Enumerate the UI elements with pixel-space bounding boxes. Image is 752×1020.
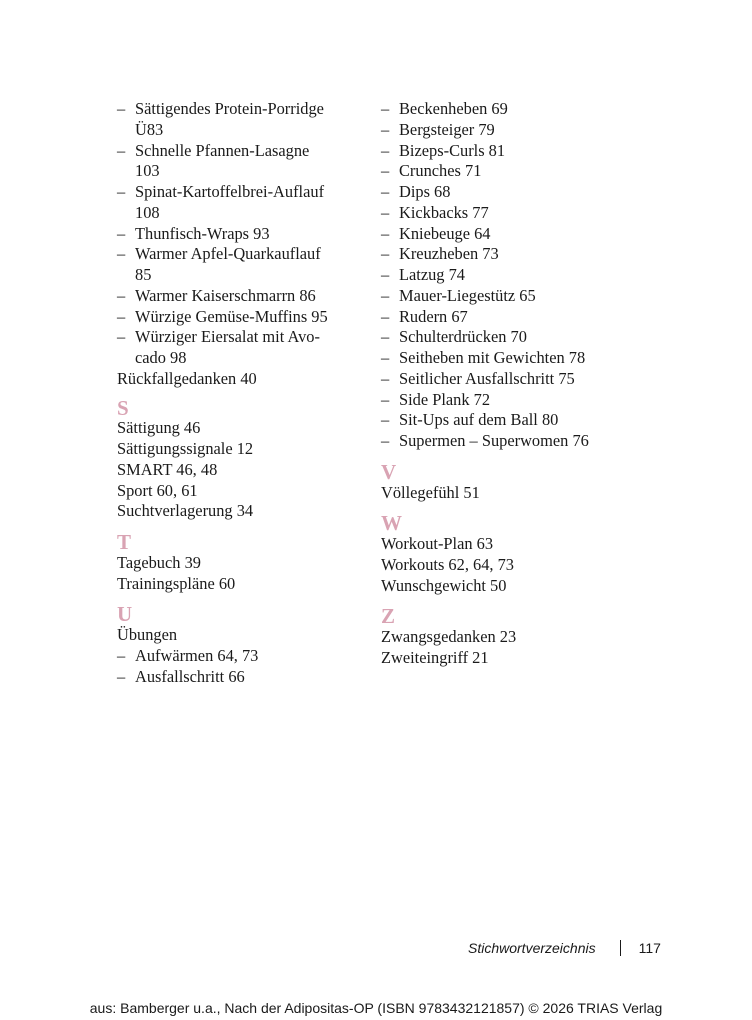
entry-group-r: [117, 99, 357, 390]
index-subentry: [381, 265, 641, 286]
index-entry: Völlegefühl 51: [381, 482, 480, 502]
dash: –: [117, 285, 126, 305]
dash: –: [117, 306, 126, 326]
dash: –: [381, 119, 390, 139]
dash: –: [117, 99, 126, 118]
dash: –: [381, 182, 390, 201]
page-number: 117: [638, 940, 661, 956]
index-entry: Zweiteingriff 21: [381, 647, 489, 667]
dash: –: [381, 431, 390, 450]
section-letter-u: U: [117, 602, 133, 627]
index-continuation: 108: [135, 202, 160, 222]
entry-text: Schnelle Pfannen-Lasagne: [135, 140, 310, 160]
index-subentry: [381, 307, 641, 328]
section-letter-w: W: [381, 511, 402, 536]
index-subentry: [117, 99, 357, 120]
dash: –: [381, 285, 390, 305]
index-subentry: [381, 431, 641, 452]
index-subentry: [381, 286, 641, 307]
index-continuation: 103: [135, 161, 160, 181]
index-subentry: [117, 141, 357, 162]
entry-text: Bergsteiger 79: [399, 119, 495, 139]
index-entry: Sport 60, 61: [117, 480, 198, 500]
index-entry: Trainingspläne 60: [117, 573, 236, 593]
index-entry: Workouts 62, 64, 73: [381, 554, 514, 574]
entry-text: Seitlicher Ausfallschritt 75: [399, 368, 575, 388]
dash: –: [381, 348, 390, 367]
dash: –: [381, 99, 390, 118]
section-letter-v: V: [381, 459, 397, 484]
index-entry: Workout-Plan 63: [381, 534, 494, 553]
dash: –: [381, 306, 390, 326]
entry-text: Spinat-Kartoffelbrei-Auflauf: [135, 182, 325, 201]
dash: –: [381, 389, 390, 409]
section-letter-s: S: [117, 395, 129, 420]
running-footer-title: Stichwortverzeichnis: [468, 940, 596, 956]
page-footer: [468, 940, 661, 956]
index-subentry: [381, 182, 641, 203]
dash: –: [381, 244, 390, 264]
entry-text: Seitheben mit Gewichten 78: [399, 348, 586, 367]
dash: –: [381, 368, 390, 388]
entry-text: Crunches 71: [399, 161, 482, 181]
dash: –: [117, 327, 126, 347]
index-subentry: [381, 348, 641, 369]
entry-text: Sättigendes Protein-Porridge: [135, 99, 324, 118]
entry-text: Side Plank 72: [399, 389, 491, 409]
index-entry: Wunschgewicht 50: [381, 575, 507, 595]
dash: –: [381, 202, 390, 222]
source-credit: aus: Bamberger u.a., Nach der Adipositas-OP (ISBN 9783432121857) © 2026 TRIAS Verlag: [89, 1000, 663, 1016]
index-entry: Sättigungssignale 12: [117, 439, 254, 458]
dash: –: [381, 140, 390, 160]
index-column-right: [381, 99, 641, 669]
index-subentry: [381, 244, 641, 265]
index-entry: Sättigung 46: [117, 418, 201, 438]
dash: –: [117, 645, 126, 665]
entry-text: Aufwärmen 64, 73: [135, 645, 259, 665]
index-continuation: 85: [135, 265, 152, 284]
index-subentry: [381, 203, 641, 224]
index-entry: SMART 46, 48: [117, 459, 218, 479]
dash: –: [117, 666, 126, 686]
index-subentry: [117, 327, 357, 348]
dash: –: [381, 223, 390, 243]
dash: –: [381, 410, 390, 430]
index-subentry: [381, 327, 641, 348]
entry-text: Würzige Gemüse-Muffins 95: [135, 306, 328, 326]
index-subentry: [381, 141, 641, 162]
entry-text: Würziger Eiersalat mit Avo-: [135, 327, 320, 347]
index-subentry: [117, 286, 357, 307]
entry-text: Kreuzheben 73: [399, 244, 499, 264]
index-subentry: [117, 646, 357, 667]
index-subentry: [381, 99, 641, 120]
index-subentry: [117, 224, 357, 245]
entry-text: Ausfallschritt 66: [135, 666, 245, 686]
entry-text: Sit-Ups auf dem Ball 80: [399, 410, 559, 430]
entry-text: Supermen – Superwomen 76: [399, 431, 589, 450]
index-subentry: [117, 182, 357, 203]
index-subentry: [381, 161, 641, 182]
entry-text: Thunfisch-Wraps 93: [135, 223, 270, 243]
index-subentry: [117, 307, 357, 328]
dash: –: [117, 182, 126, 201]
entry-text: Bizeps-Curls 81: [399, 140, 506, 160]
index-subentry: [381, 410, 641, 431]
dash: –: [117, 140, 126, 160]
entry-text: Schulterdrücken 70: [399, 327, 527, 347]
dash: –: [381, 161, 390, 181]
section-letter-z: Z: [381, 604, 396, 629]
index-subentry: [381, 369, 641, 390]
entry-text: Warmer Kaiserschmarrn 86: [135, 285, 316, 305]
index-entry: Zwangsgedanken 23: [381, 627, 517, 646]
entry-text: Latzug 74: [399, 265, 465, 284]
entry-text: Beckenheben 69: [399, 99, 508, 118]
entry-text: Kniebeuge 64: [399, 223, 491, 243]
entry-text: Warmer Apfel-Quarkauflauf: [135, 244, 321, 264]
dash: –: [381, 327, 390, 347]
index-entry: Übungen: [117, 625, 178, 644]
index-entry: Rückfallgedanken 40: [117, 368, 257, 388]
section-letter-t: T: [117, 530, 132, 554]
dash: –: [381, 265, 390, 284]
index-entry: Tagebuch 39: [117, 552, 201, 572]
index-continuation: Ü83: [135, 119, 164, 139]
entry-group-uebungen-cont: [381, 99, 641, 452]
index-subentry: [381, 224, 641, 245]
index-subentry: [117, 244, 357, 265]
index-entry: Suchtverlagerung 34: [117, 501, 254, 521]
entry-text: Dips 68: [399, 182, 451, 201]
index-column-left: [117, 99, 357, 687]
entry-text: Kickbacks 77: [399, 202, 489, 222]
index-subentry: [381, 120, 641, 141]
index-subentry: [117, 667, 357, 688]
footer-divider: [620, 940, 621, 956]
dash: –: [117, 244, 126, 264]
entry-text: Mauer-Liegestütz 65: [399, 285, 536, 305]
index-subentry: [381, 390, 641, 411]
entry-text: Rudern 67: [399, 306, 468, 326]
dash: –: [117, 223, 126, 243]
index-continuation: cado 98: [135, 348, 187, 367]
